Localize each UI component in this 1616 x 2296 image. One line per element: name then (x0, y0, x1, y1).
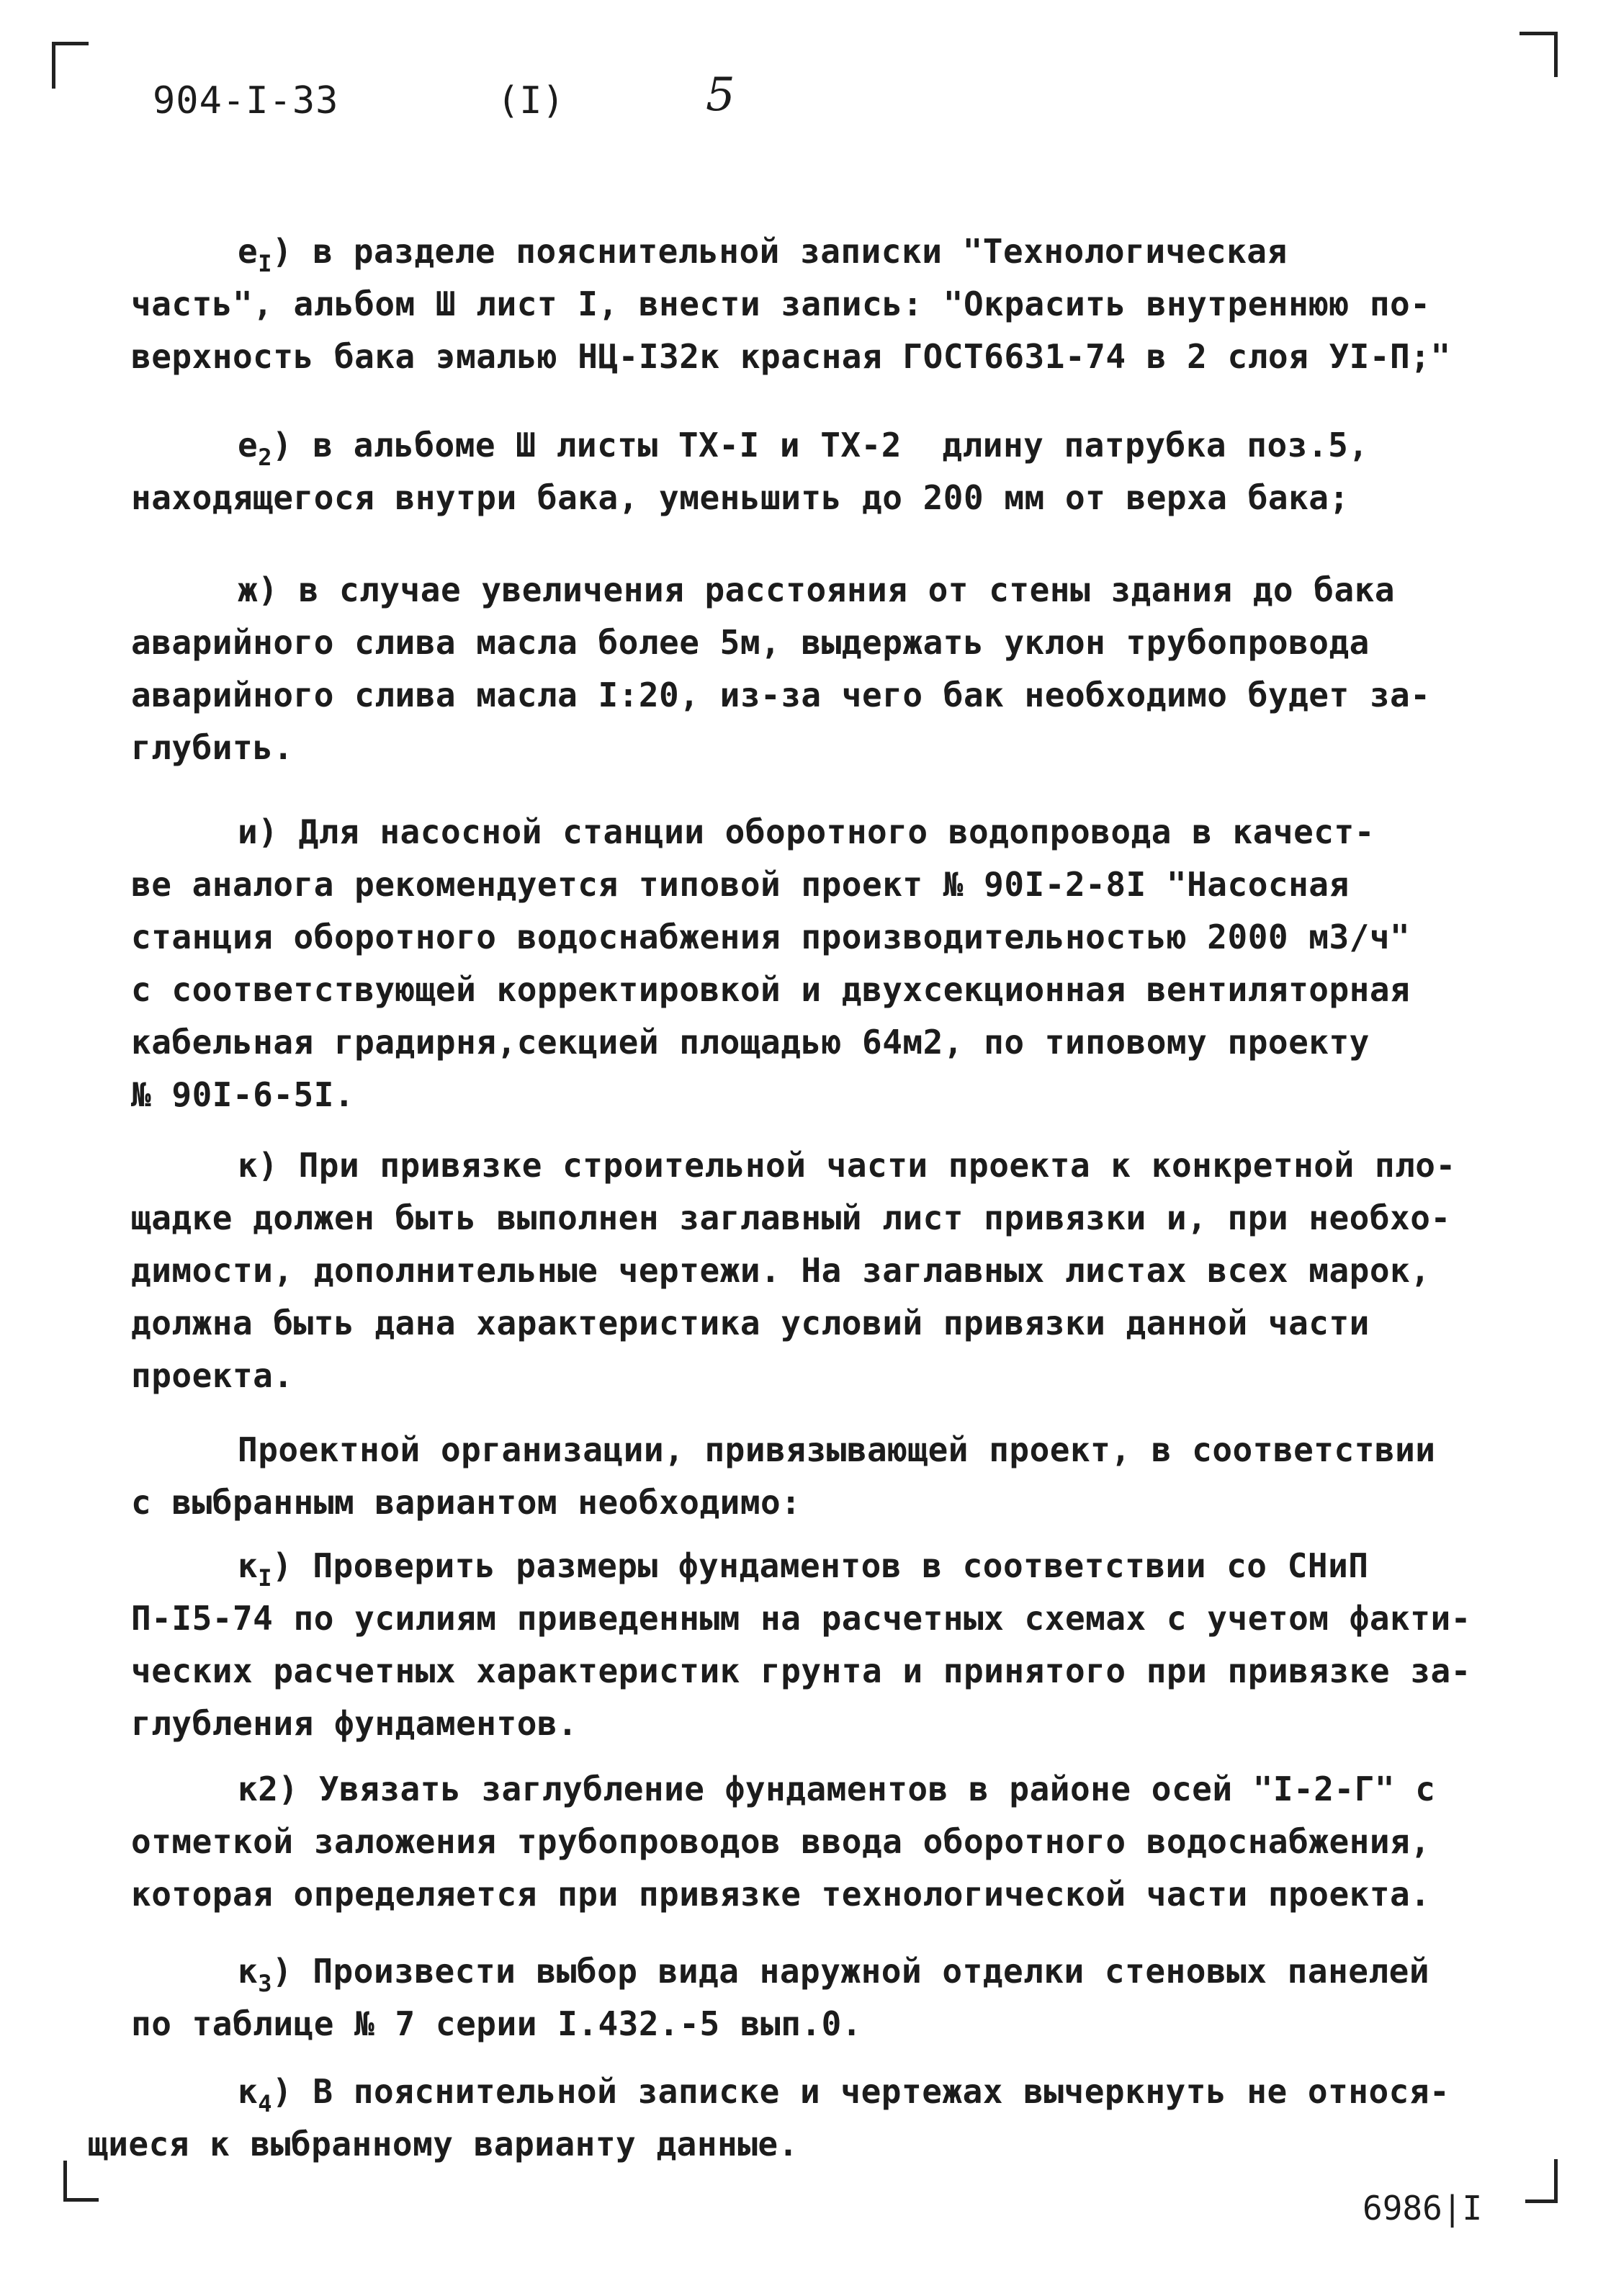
paragraph-e2: $е_2$) в альбоме Ш листы ТХ-I и ТХ-2 длину патрубка поз.5, находящегося внутри бака, уменьшить до 200 мм от верха бака; (131, 426, 1369, 517)
paragraph-zh: ж) в случае увеличения расстояния от стены здания до бака аварийного слива масла более 5м, выдержать уклон трубопровода аварийного слива масла I:20, из-за чего бак необходимо будет за- глубить. (131, 570, 1431, 767)
paragraph-i: и) Для насосной станции оборотного водопровода в качест- ве аналога рекомендуется типовой проект № 90I-2-8I "Насосная станция оборотного водоснабжения производительностью 2000 м3/ч" с соответствующей корректировкой и двухсекционная вентиляторная кабельная градирня,секцией площадью 64м2, по типовому проекту № 90I-6-5I. (131, 812, 1411, 1114)
paragraph-k4: $к_4$) В пояснительной записке и чертежах вычеркнуть не относя- щиеся к выбранному варианту данные. (88, 2072, 1450, 2163)
paragraph-k2: к2) Увязать заглубление фундаментов в районе осей "I-2-Г" с отметкой заложения трубопроводов ввода оборотного водоснабжения, которая определяется при привязке технологической части проекта. (131, 1770, 1436, 1914)
paragraph-requirements-intro: Проектной организации, привязывающей проект, в соответствии с выбранным вариантом необходимо: (131, 1430, 1436, 1522)
paragraph-e1: $е_I$) в разделе пояснительной записки "Технологическая часть", альбом Ш лист I, внести запись: "Окрасить внутреннюю по- верхность бака эмалью НЦ-I32к красная ГОСТ6631-74 в 2 слоя УI-П;" (131, 232, 1451, 376)
paragraph-k3: $к_3$) Произвести выбор вида наружной отделки стеновых панелей по таблице № 7 серии I.432.-5 вып.0. (131, 1952, 1430, 2043)
crop-mark-bottom-right (1525, 2159, 1558, 2203)
paragraph-k: к) При привязке строительной части проекта к конкретной пло- щадке должен быть выполнен заглавный лист привязки и, при необхо- димости, дополнительные чертежи. На заглавных листах всех марок, должна быть дана характеристика условий привязки данной части проекта. (131, 1146, 1456, 1395)
crop-mark-top-right (1520, 32, 1558, 77)
paragraph-k1: $к_I$) Проверить размеры фундаментов в соответствии со СНиП П-I5-74 по усилиям приведенным на расчетных схемах с учетом факти- ческих расчетных характеристик грунта и принятого при привязке за- глубления фундаментов. (131, 1546, 1471, 1743)
sheet-number: 6986|I (1363, 2189, 1483, 2228)
crop-mark-top-left (52, 42, 89, 89)
page-number: 5 (706, 68, 735, 122)
document-code: 904-I-33 (153, 79, 339, 122)
part-number: (I) (497, 79, 565, 122)
